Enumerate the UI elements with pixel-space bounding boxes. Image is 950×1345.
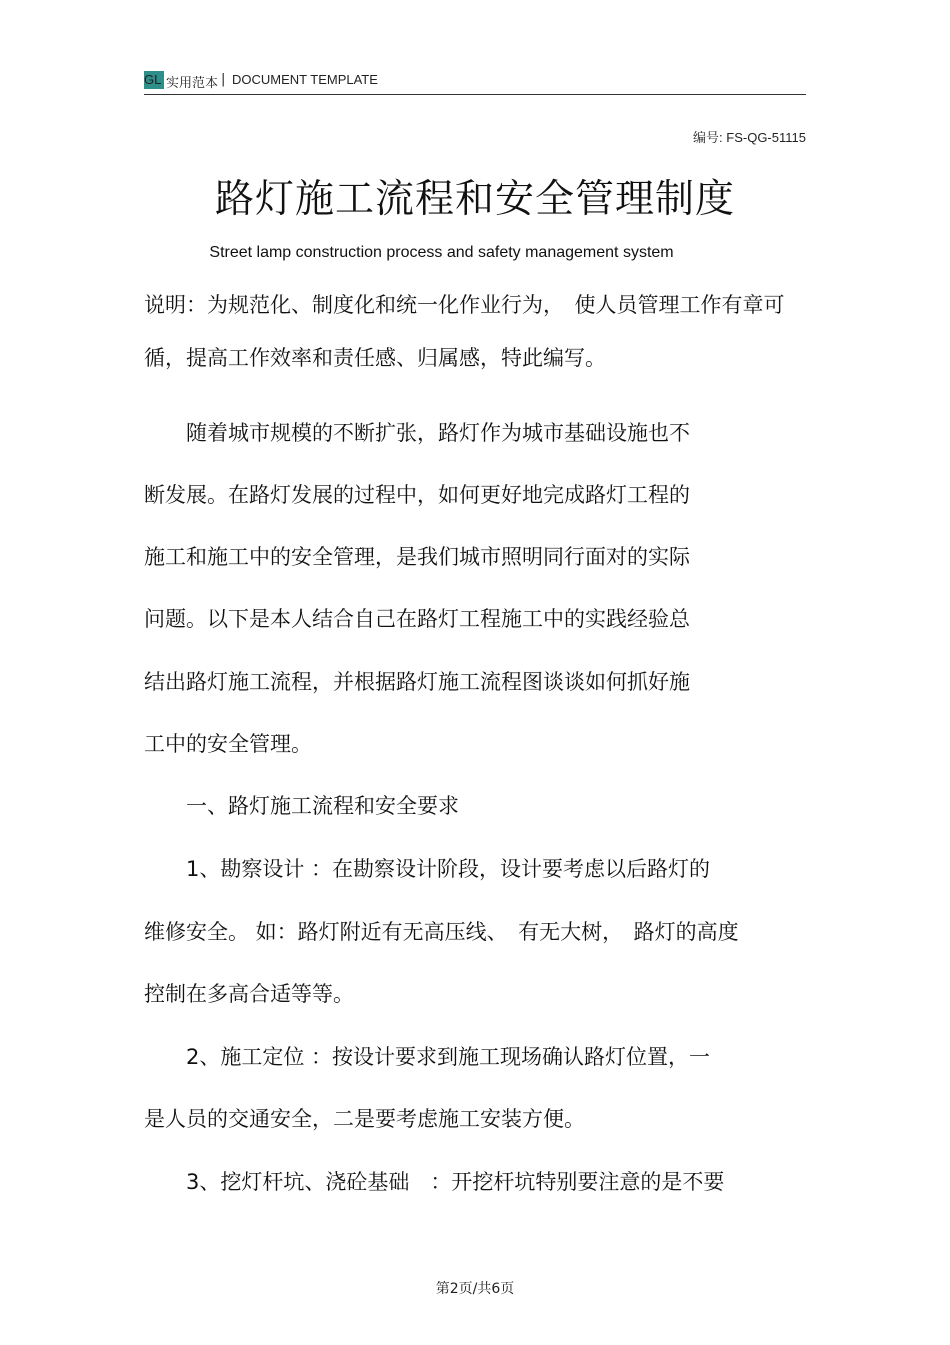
logo-text: GL (144, 72, 162, 87)
body-line: 工中的安全管理。 (144, 732, 312, 756)
body-line: 循，提高工作效率和责任感、归属感，特此编写。 (144, 346, 606, 370)
body-line: 施工和施工中的安全管理，是我们城市照明同行面对的实际 (144, 545, 690, 569)
body-line: 是人员的交通安全，二是要考虑施工安装方便。 (144, 1107, 585, 1131)
page-footer: 第2页/共6页 (435, 1281, 515, 1297)
body-line: 2、施工定位 ：按设计要求到施工现场确认路灯位置，一 (144, 1045, 711, 1069)
body-line: 3、挖灯杆坑、浇砼基础 ：开挖杆坑特别要注意的是不要 (144, 1170, 725, 1194)
body-line: 说明：为规范化、制度化和统一化作业行为， 使人员管理工作有章可 (144, 293, 785, 317)
body-line: 1、勘察设计 ：在勘察设计阶段，设计要考虑以后路灯的 (144, 857, 711, 881)
document-title: 路灯施工流程和安全管理制度 (214, 177, 735, 222)
body-line: 维修安全。 如：路灯附近有无高压线、 有无大树， 路灯的高度 (144, 920, 739, 944)
header-subtitle: DOCUMENT TEMPLATE (232, 72, 378, 87)
section-heading: 一、路灯施工流程和安全要求 (144, 794, 459, 818)
header-title: 实用范本 (166, 76, 219, 91)
body-line: 结出路灯施工流程，并根据路灯施工流程图谈谈如何抓好施 (144, 670, 690, 694)
body-line: 问题。以下是本人结合自己在路灯工程施工中的实践经验总 (144, 607, 690, 631)
page-header (144, 70, 806, 95)
document-number: 编号: FS-QG-51115 (693, 130, 806, 145)
body-line: 断发展。在路灯发展的过程中，如何更好地完成路灯工程的 (144, 483, 690, 507)
document-subtitle: Street lamp construction process and safety management system (209, 244, 674, 261)
header-separator: | (221, 72, 226, 87)
body-line: 控制在多高合适等等。 (144, 982, 354, 1006)
body-line: 随着城市规模的不断扩张，路灯作为城市基础设施也不 (144, 421, 690, 445)
